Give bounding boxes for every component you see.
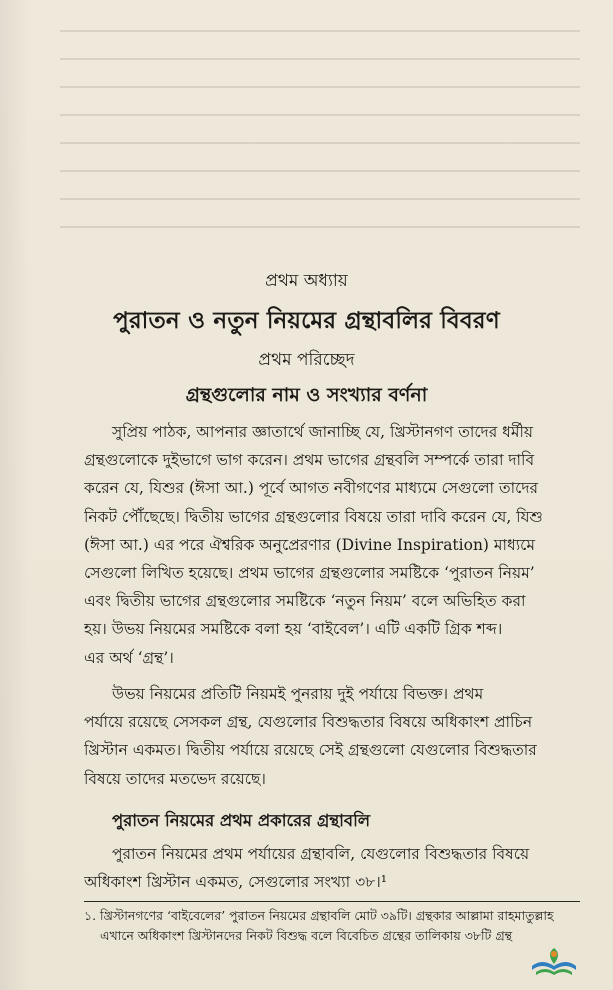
text-line: করেন যে, যিশুর (ঈসা আ.) পূর্বে আগত নবীগণের মাধ্যমে সেগুলো তাদের — [84, 479, 538, 498]
footnote — [84, 906, 584, 946]
section-subtitle: গ্রন্থগুলোর নাম ও সংখ্যার বর্ণনা — [185, 384, 428, 406]
footnote-divider — [84, 901, 580, 902]
page-title: পুরাতন ও নতুন নিয়মের গ্রন্থাবলির বিবরণ — [113, 307, 500, 334]
footnote-line: এখানে অধিকাংশ খ্রিস্টানদের নিকট বিশুদ্ধ বলে বিবেচিত গ্রন্থের তালিকায় ৩৮টি গ্রন্থ — [100, 928, 513, 943]
subheading: পুরাতন নিয়মের প্রথম প্রকারের গ্রন্থাবলি — [112, 811, 371, 830]
bleed-through-text — [60, 30, 580, 260]
paragraph-3 — [84, 840, 584, 896]
text-line: পর্যায়ে রয়েছে সেসকল গ্রন্থ, যেগুলোর বিশুদ্ধতার বিষয়ে অধিকাংশ প্রাচিন — [84, 713, 533, 732]
text-line: হয়। উভয় নিয়মের সমষ্টিকে বলা হয় ‘বাইবেল’। এটি একটি গ্রিক শব্দ। — [84, 620, 503, 639]
text-line: বিষয়ে তাদের মতভেদ রয়েছে। — [84, 769, 266, 788]
text-line: পুরাতন নিয়মের প্রথম পর্যায়ের গ্রন্থাবলি, যেগুলোর বিশুদ্ধতার বিষয়ে — [112, 845, 530, 863]
chapter-heading: প্রথম অধ্যায় — [265, 271, 348, 291]
text-line: এর অর্থ ‘গ্রন্থ’। — [84, 648, 174, 667]
text-line: গ্রন্থগুলোকে দুইভাগে ভাগ করেন। প্রথম ভাগের গ্রন্থবলি সম্পর্কে তারা দাবি — [84, 451, 535, 470]
text-line: খ্রিস্টান একমত। দ্বিতীয় পর্যায়ে রয়েছে সেই গ্রন্থগুলো যেগুলোর বিশুদ্ধতার — [84, 741, 537, 760]
text-line: (ঈসা আ.) এর পরে ঐশ্বরিক অনুপ্রেরণার (Divine Inspiration) মাধ্যমে — [84, 535, 536, 554]
footnote-line: ১. খ্রিস্টানগণের ‘বাইবেলের’ পুরাতন নিয়মের গ্রন্থাবলি মোট ৩৯টি। গ্রন্থকার আল্লামা রাহমাতুল্লাহ — [84, 908, 554, 923]
text-line: উভয় নিয়মের প্রতিটি নিয়মই পুনরায় দুই পর্যায়ে বিভক্ত। প্রথম — [112, 685, 484, 703]
paragraph-2 — [84, 680, 584, 793]
text-line: এবং দ্বিতীয় ভাগের গ্রন্থগুলোর সমষ্টিকে ‘নতুন নিয়ম’ বলে অভিহিত করা — [84, 592, 526, 611]
text-line: সেগুলো লিখিত হয়েছে। প্রথম ভাগের গ্রন্থগুলোর সমষ্টিকে ‘পুরাতন নিয়ম’ — [84, 564, 535, 583]
section-heading: প্রথম পরিচ্ছেদ — [258, 350, 355, 370]
text-line: অধিকাংশ খ্রিস্টান একমত, সেগুলোর সংখ্যা ৩৮।¹ — [84, 873, 387, 892]
book-leaf-logo-icon — [528, 944, 580, 984]
text-line: সুপ্রিয় পাঠক, আপনার জ্ঞাতার্থে জানাচ্ছি যে, খ্রিস্টানগণ তাদের ধর্মীয় — [112, 423, 534, 441]
paragraph-1 — [84, 418, 584, 672]
text-line: নিকট পৌঁছেছে। দ্বিতীয় ভাগের গ্রন্থগুলোর বিষয়ে তারা দাবি করেন যে, যিশু — [84, 507, 543, 526]
